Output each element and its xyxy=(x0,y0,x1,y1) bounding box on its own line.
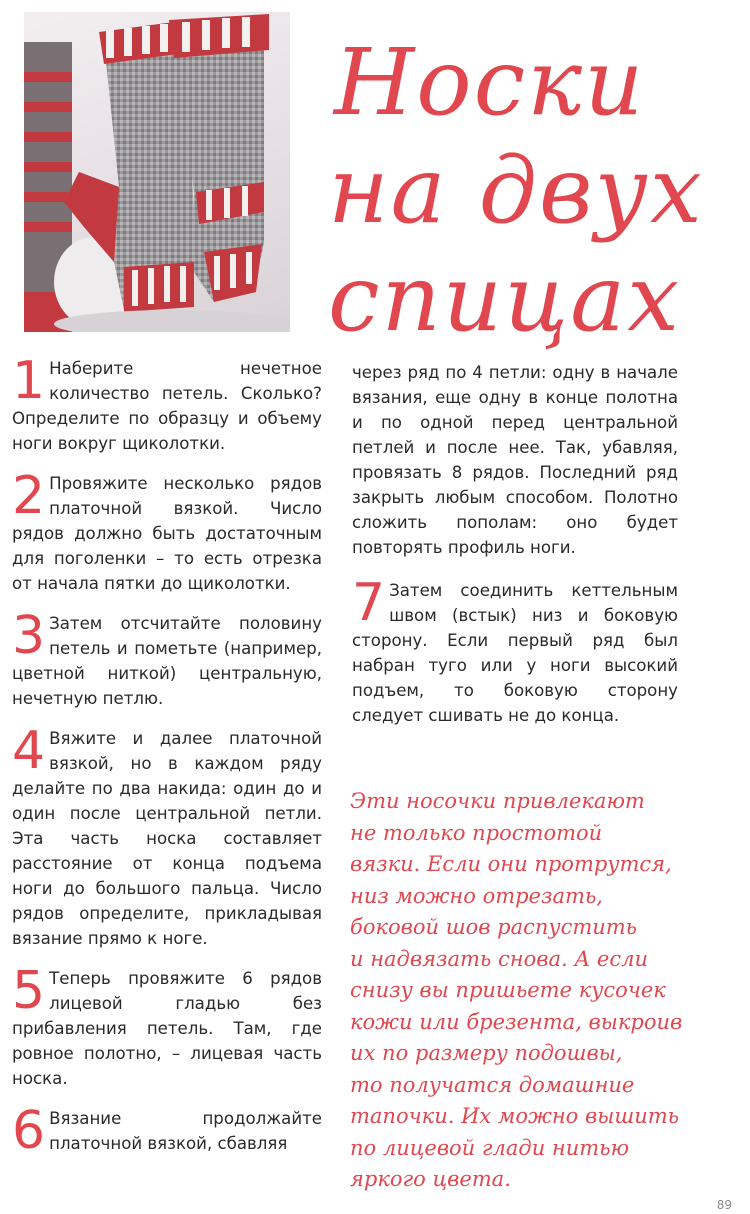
step-7 xyxy=(352,573,678,728)
quote-line: их по размеру подошвы, xyxy=(350,1041,623,1065)
step-number: 1 xyxy=(12,351,46,411)
step-number: 6 xyxy=(12,1101,46,1161)
step-text: Провяжите несколько рядов платочной вязкой. Число рядов должно быть достаточным для поголенки – то есть отрезка от начала пятки до щиколотки. xyxy=(12,474,322,593)
quote-line: тапочки. Их можно вышить xyxy=(350,1104,680,1128)
socks-photo xyxy=(24,12,290,332)
step-2 xyxy=(12,466,322,596)
quote-line: вязки. Если они протрутся, xyxy=(350,852,672,876)
step-1 xyxy=(12,351,322,456)
step-text: Затем соединить кеттельным швом (встык) низ и боковую сторону. Если первый ряд был набран туго или у ноги высокий подъем, то боковую сторону следует сшивать не до конца. xyxy=(352,581,678,725)
step-number: 2 xyxy=(12,466,46,526)
left-column xyxy=(12,351,322,1171)
quote-line: снизу вы пришьете кусочек xyxy=(350,978,666,1002)
right-column xyxy=(352,360,678,743)
step-text: Теперь провяжите 6 рядов лицевой гладью без прибавления петель. Там, где ровное полотно, – лицевая часть носка. xyxy=(12,969,322,1088)
step-5 xyxy=(12,961,322,1091)
quote-line: кожи или брезента, выкроив xyxy=(350,1009,683,1034)
socks-illustration xyxy=(24,12,290,332)
step-number: 3 xyxy=(12,606,46,666)
step-number: 5 xyxy=(12,961,46,1021)
step-text: через ряд по 4 петли: одну в начале вязания, еще одну в конце полотна и по одной перед центральной петлей и после нее. Так, убавляя, провязать 8 рядов. Последний ряд закрыть любым способом. Полотно сложить пополам: оно будет повторять профиль ноги. xyxy=(352,363,678,557)
step-number: 7 xyxy=(352,573,386,633)
quote-line: то получатся домашние xyxy=(350,1072,635,1097)
quote-line: боковой шов распустить xyxy=(350,915,638,939)
page-number: 89 xyxy=(716,1198,732,1212)
step-4 xyxy=(12,721,322,951)
step-6-continuation xyxy=(352,360,678,560)
highlight-quote xyxy=(350,786,683,1196)
quote-line: яркого цвета. xyxy=(350,1167,511,1191)
quote-line: не только простотой xyxy=(350,820,603,845)
title-line-3: спицах xyxy=(328,245,681,353)
quote-line: по лицевой глади нитью xyxy=(350,1135,630,1160)
quote-line: Эти носочки привлекают xyxy=(350,789,645,813)
quote-line: низ можно отрезать, xyxy=(350,883,603,908)
step-text: Вязание продолжайте платочной вязкой, сбавляя xyxy=(49,1109,322,1153)
step-text: Затем отсчитайте половину петель и пометьте (например, цветной ниткой) центральную, нечетную петлю. xyxy=(12,614,322,708)
step-text: Вяжите и далее платочной вязкой, но в каждом ряду делайте по два накида: один до и один после центральной петли. Эта часть носка составляет расстояние от конца подъема ноги до большого пальца. Число рядов определите, прикладывая вязание прямо к ноге. xyxy=(12,729,322,948)
step-text: Наберите нечетное количество петель. Сколько? Определите по образцу и объему ноги вокруг щиколотки. xyxy=(12,359,322,453)
article-title xyxy=(322,29,742,353)
step-number: 4 xyxy=(12,721,46,781)
quote-line: и надвязать снова. А если xyxy=(350,946,648,971)
title-line-2: на двух xyxy=(328,137,704,245)
step-6 xyxy=(12,1101,322,1161)
title-line-1: Носки xyxy=(334,29,646,137)
step-3 xyxy=(12,606,322,711)
